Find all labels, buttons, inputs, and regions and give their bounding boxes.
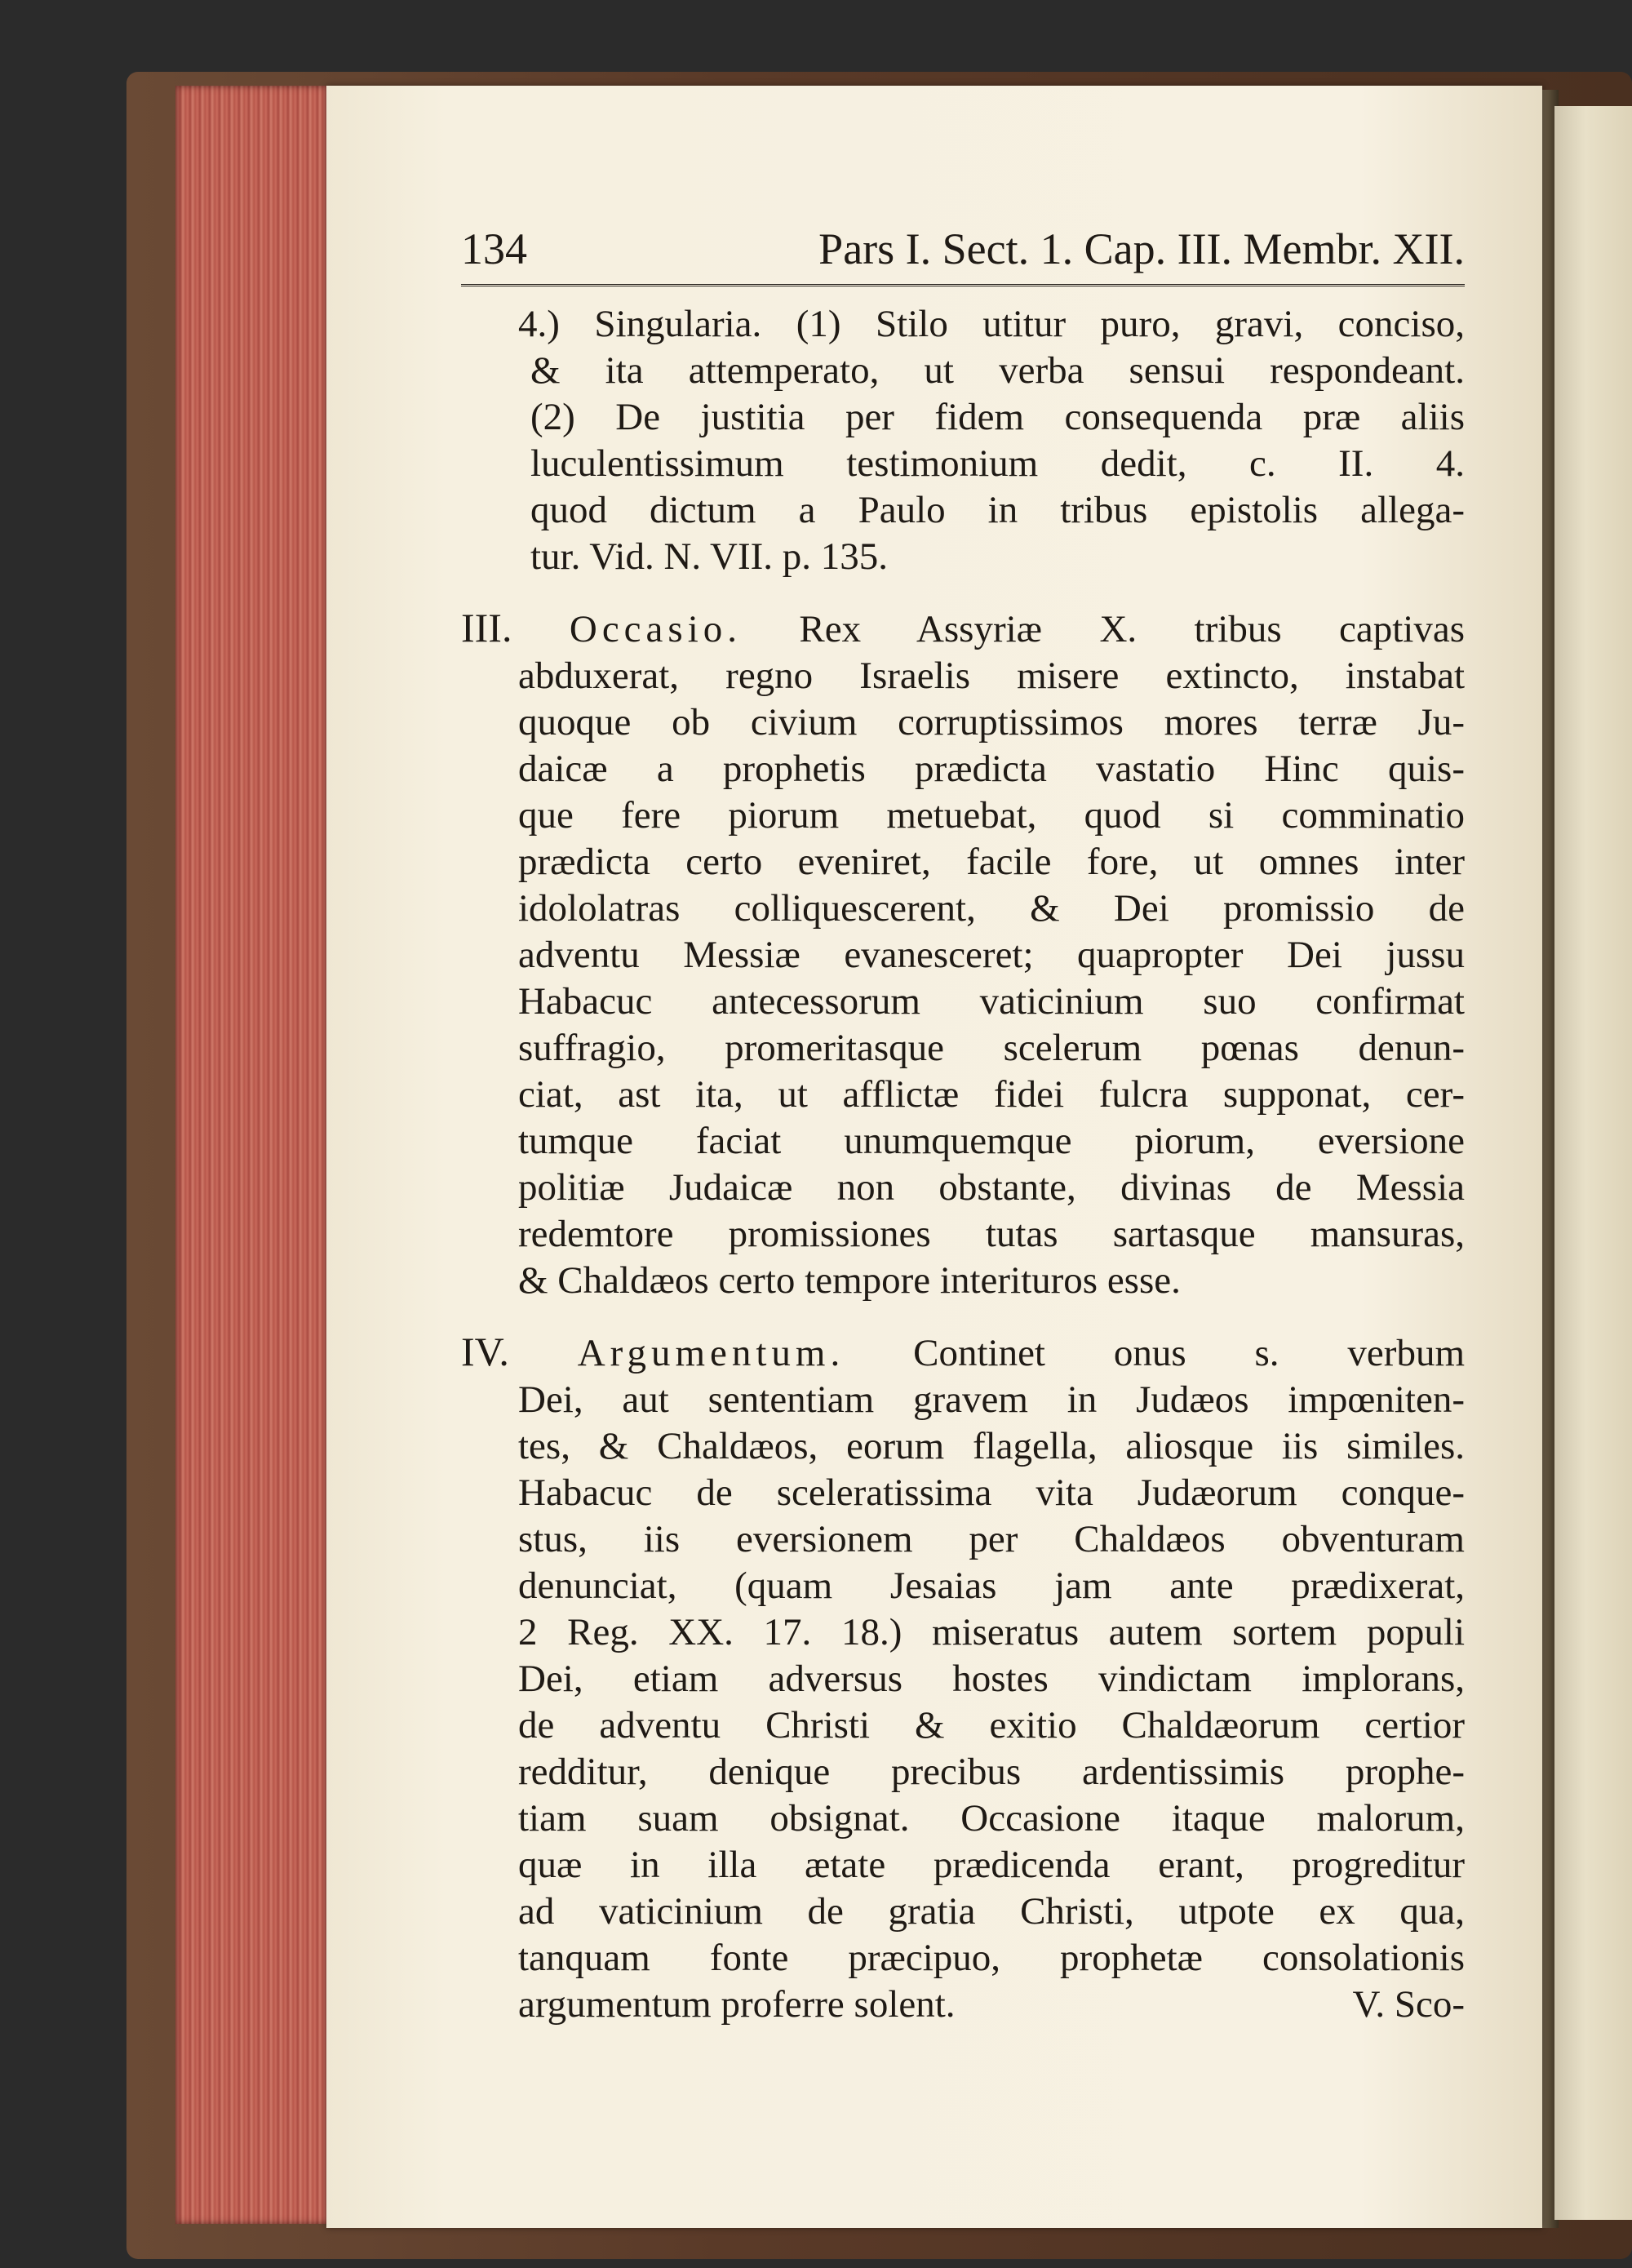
section4-line: denunciat, (quam Jesaias jam ante prædixerat, [518, 1565, 1465, 1607]
section4-line: de adventu Christi & exitio Chaldæorum certior [518, 1704, 1465, 1746]
section4-line: ad vaticinium de gratia Christi, utpote ex qua, [518, 1890, 1465, 1933]
page-text [461, 220, 1465, 2028]
section3-numeral: III. [461, 605, 512, 650]
facing-page [1554, 106, 1632, 2220]
section4-line: Dei, etiam adversus hostes vindictam implorans, [518, 1658, 1465, 1700]
section4-line: quæ in illa ætate prædicenda erant, progreditur [518, 1844, 1465, 1886]
item4-line: (2) De justitia per fidem consequenda præ aliis [530, 396, 1465, 438]
section4-last-line-text: argumentum proferre solent. [518, 1983, 956, 2026]
running-head [461, 220, 1465, 286]
section4-line: Habacuc de sceleratissima vita Judæorum conque- [518, 1471, 1465, 1514]
page-edges [175, 86, 335, 2224]
item4-line: & ita attemperato, ut verba sensui respondeant. [530, 349, 1465, 392]
section3-line: politiæ Judaicæ non obstante, divinas de Messia [518, 1166, 1465, 1209]
section4-line: tanquam fonte præcipuo, prophetæ consolationis [518, 1937, 1465, 1979]
section3-line: suffragio, promeritasque scelerum pœnas denun- [518, 1027, 1465, 1069]
section3-line: abduxerat, regno Israelis misere extincto, instabat [518, 655, 1465, 697]
section4-line: tes, & Chaldæos, eorum flagella, aliosque iis similes. [518, 1425, 1465, 1467]
section3-line: tumque faciat unumquemque piorum, eversione [518, 1120, 1465, 1162]
item-4-paragraph [461, 301, 1465, 580]
section3-line: redemtore promissiones tutas sartasque mansuras, [518, 1213, 1465, 1255]
section4-first-line [461, 1329, 1465, 1377]
catchword: V. Sco- [1352, 1983, 1465, 2026]
section3-line: ciat, ast ita, ut afflictæ fidei fulcra supponat, cer- [518, 1073, 1465, 1116]
section4-line: 2 Reg. XX. 17. 18.) miseratus autem sortem populi [518, 1611, 1465, 1653]
item4-line: tur. Vid. N. VII. p. 135. [530, 535, 889, 578]
section3-line: prædicta certo eveniret, facile fore, ut omnes inter [518, 841, 1465, 883]
section4-line: Dei, aut sententiam gravem in Judæos impœniten- [518, 1378, 1465, 1421]
section3-heading: Occasio. [569, 608, 742, 650]
section4-line: tiam suam obsignat. Occasione itaque malorum, [518, 1797, 1465, 1840]
section3-line: daicæ a prophetis prædicta vastatio Hinc quis- [518, 748, 1465, 790]
section3-line: adventu Messiæ evanesceret; quapropter Dei jussu [518, 934, 1465, 976]
section-occasio [461, 605, 1465, 1304]
section3-line: & Chaldæos certo tempore interituros esse. [518, 1259, 1181, 1302]
section4-line: stus, iis eversionem per Chaldæos obventuram [518, 1518, 1465, 1560]
section3-line: idololatras colliquescerent, & Dei promissio de [518, 887, 1465, 930]
section4-first-line-text: Continet onus s. verbum [913, 1332, 1466, 1374]
section4-last-line [461, 1982, 1465, 2028]
section4-numeral: IV. [461, 1329, 509, 1374]
section3-first-line [461, 605, 1465, 653]
section4-heading: Argumentum. [577, 1332, 845, 1374]
section3-first-line-text: Rex Assyriæ X. tribus captivas [799, 608, 1466, 650]
item4-line: 4.) Singularia. (1) Stilo utitur puro, gravi, conciso, [518, 303, 1465, 345]
section3-line: que fere piorum metuebat, quod si comminatio [518, 794, 1465, 837]
section3-line: Habacuc antecessorum vaticinium suo confirmat [518, 980, 1465, 1023]
header-title: Pars I. Sect. 1. Cap. III. Membr. XII. [818, 224, 1465, 273]
section-argumentum [461, 1329, 1465, 2028]
section4-line: redditur, denique precibus ardentissimis prophe- [518, 1751, 1465, 1793]
item4-line: quod dictum a Paulo in tribus epistolis allega- [530, 489, 1465, 531]
item4-line: luculentissimum testimonium dedit, c. II. 4. [530, 442, 1465, 485]
page-number: 134 [461, 224, 527, 273]
section3-line: quoque ob civium corruptissimos mores terræ Ju- [518, 701, 1465, 743]
